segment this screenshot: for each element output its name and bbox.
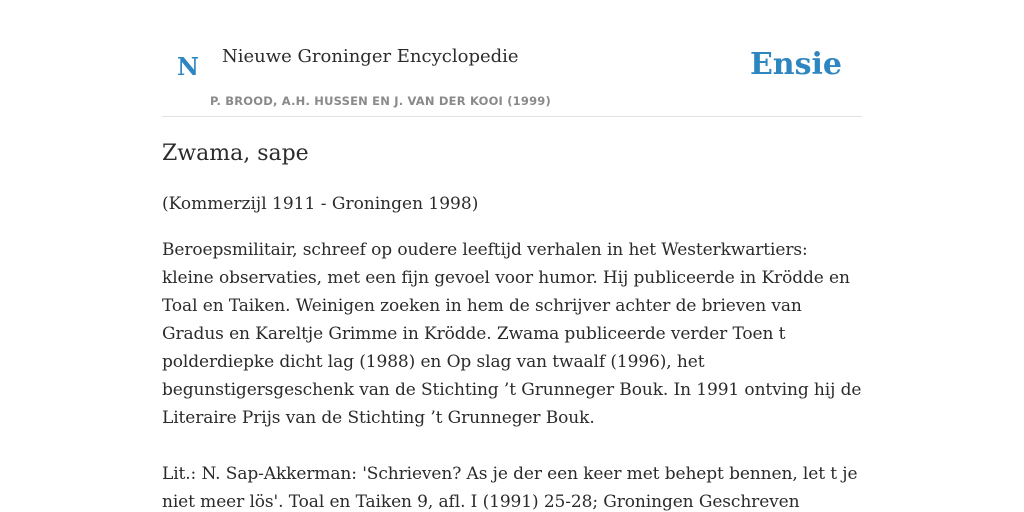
entry-literature: Lit.: N. Sap-Akkerman: 'Schrieven? As je der een keer met behept bennen, let t je niet meer lös'. Toal en Taiken 9, afl. I (1991) 25-28; Groningen Geschreven xyxy=(162,464,858,512)
entry-body: Beroepsmilitair, schreef op oudere leeftijd verhalen in het Westerkwartiers: kleine observaties, met een fijn gevoel voor humor. Hij publiceerde in Krödde en Toal en Taiken. Weinigen zoeken in hem de schrijver achter de brieven van Gradus en Kareltje Grimme in Krödde. Zwama publiceerde verder Toen t polderdiepke dicht lag (1988) en Op slag van twaalf (1996), het begunstigersgeschenk van de Stichting ’t Grunneger Bouk. In 1991 ontving hij de Literaire Prijs van de Stichting ’t Grunneger Bouk. xyxy=(162,240,862,428)
entry-content xyxy=(162,138,862,512)
publication-logo[interactable]: N xyxy=(177,52,199,81)
publication-authors: P. BROOD, A.H. HUSSEN EN J. VAN DER KOOI (1999) xyxy=(210,94,551,108)
entry-dates: (Kommerzijl 1911 - Groningen 1998) xyxy=(162,194,479,214)
brand-logo[interactable]: Ensie xyxy=(749,47,842,82)
site-header xyxy=(162,0,862,117)
publication-title[interactable]: Nieuwe Groninger Encyclopedie xyxy=(222,46,519,67)
entry-title: Zwama, sape xyxy=(162,141,309,166)
